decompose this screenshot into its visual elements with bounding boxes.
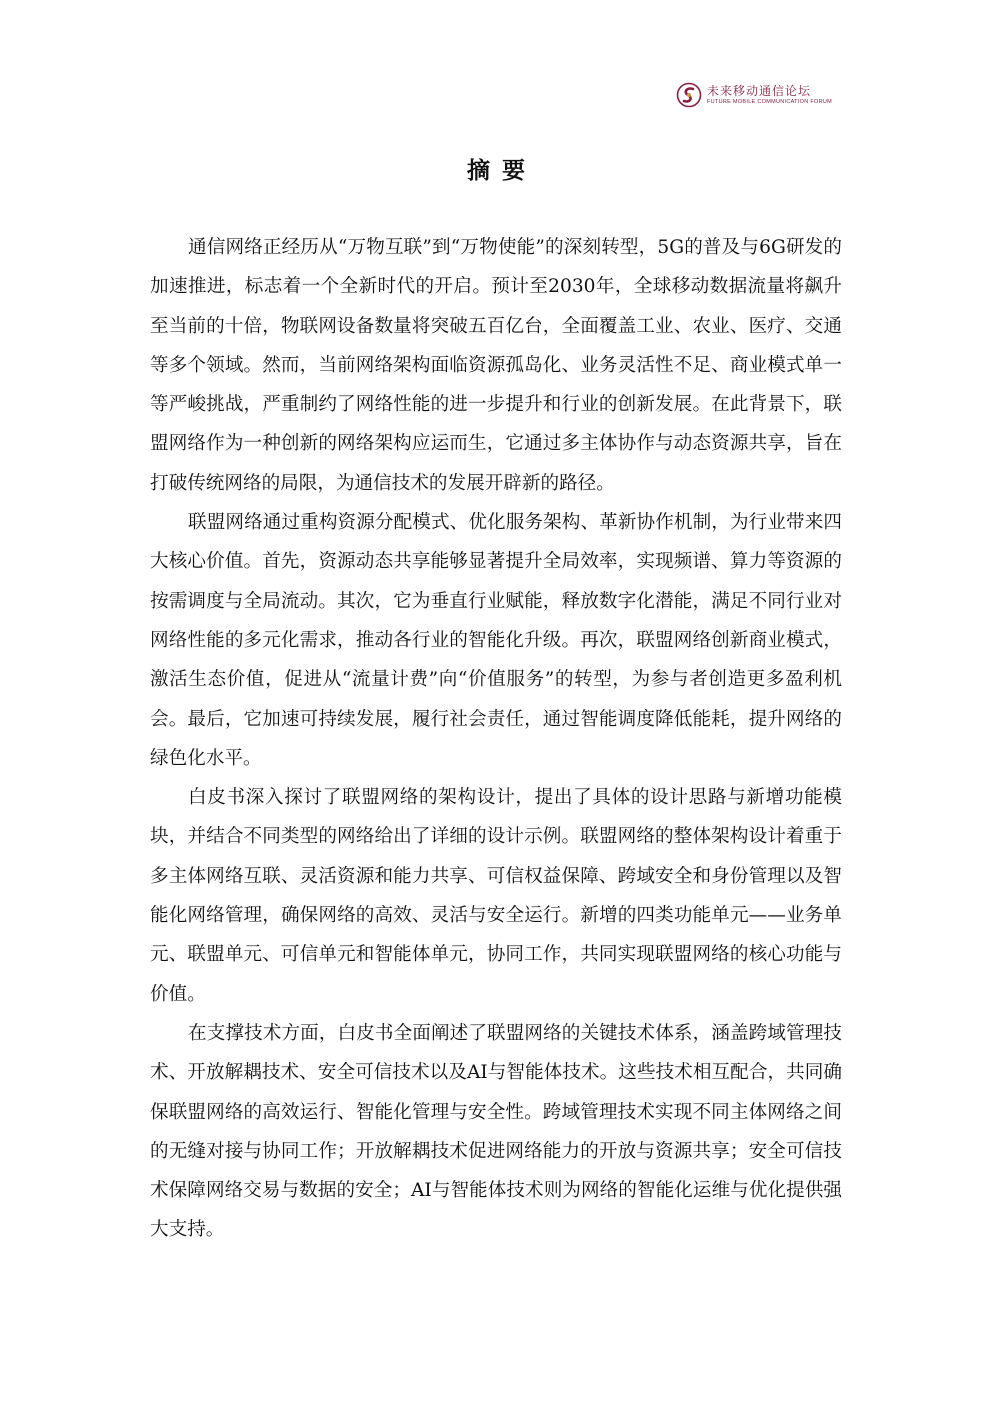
abstract-paragraph-2: 联盟网络通过重构资源分配模式、优化服务架构、革新协作机制，为行业带来四大核心价值。首先，资源动态共享能够显著提升全局效率，实现频谱、算力等资源的按需调度与全局流动。其次，它为垂直行业赋能，释放数字化潜能，满足不同行业对网络性能的多元化需求，推动各行业的智能化升级。再次，联盟网络创新商业模式，激活生态价值，促进从“流量计费”向“价值服务”的转型，为参与者创造更多盈利机会。最后，它加速可持续发展，履行社会责任，通过智能调度降低能耗，提升网络的绿色化水平。 xyxy=(150,512,842,769)
forum-logo-text xyxy=(707,85,832,106)
abstract-body xyxy=(150,228,842,1250)
abstract-paragraph-4: 在支撑技术方面，白皮书全面阐述了联盟网络的关键技术体系，涵盖跨域管理技术、开放解耦技术、安全可信技术以及AI与智能体技术。这些技术相互配合，共同确保联盟网络的高效运行、智能化管理与安全性。跨域管理技术实现不同主体网络之间的无缝对接与协同工作；开放解耦技术促进网络能力的开放与资源共享；安全可信技术保障网络交易与数据的安全；AI与智能体技术则为网络的智能化运维与优化提供强大支持。 xyxy=(150,1022,842,1241)
forum-logo xyxy=(676,78,836,112)
page-title: 摘要 xyxy=(467,158,537,184)
abstract-paragraph-3: 白皮书深入探讨了联盟网络的架构设计，提出了具体的设计思路与新增功能模块，并结合不同类型的网络给出了详细的设计示例。联盟网络的整体架构设计着重于多主体网络互联、灵活资源和能力共享、可信权益保障、跨域安全和身份管理以及智能化网络管理，确保网络的高效、灵活与安全运行。新增的四类功能单元——业务单元、联盟单元、可信单元和智能体单元，协同工作，共同实现联盟网络的核心功能与价值。 xyxy=(150,787,842,1005)
forum-logo-icon xyxy=(676,82,702,108)
forum-name-cn: 未来移动通信论坛 xyxy=(707,83,812,98)
forum-name-en: FUTURE MOBILE COMMUNICATION FORUM xyxy=(707,98,832,105)
abstract-paragraph-1: 通信网络正经历从“万物互联”到“万物使能”的深刻转型，5G的普及与6G研发的加速推进，标志着一个全新时代的开启。预计至2030年，全球移动数据流量将飙升至当前的十倍，物联网设备数量将突破五百亿台，全面覆盖工业、农业、医疗、交通等多个领域。然而，当前网络架构面临资源孤岛化、业务灵活性不足、商业模式单一等严峻挑战，严重制约了网络性能的进一步提升和行业的创新发展。在此背景下，联盟网络作为一种创新的网络架构应运而生，它通过多主体协作与动态资源共享，旨在打破传统网络的局限，为通信技术的发展开辟新的路径。 xyxy=(150,237,842,494)
